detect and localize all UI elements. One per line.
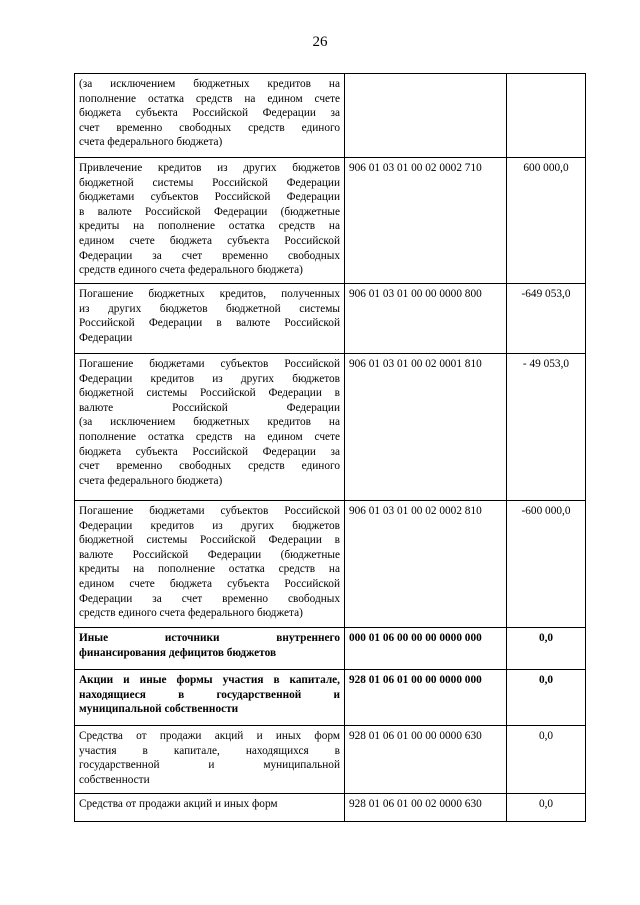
description-line: кредиты на пополнение остатка средств на	[79, 563, 340, 576]
row-code: 928 01 06 01 00 02 0000 630	[345, 794, 507, 822]
row-code: 928 01 06 01 00 00 0000 000	[345, 670, 507, 726]
description-line: муниципальной собственности	[79, 703, 239, 716]
table-row	[75, 794, 586, 822]
description-line: Российской Федерации в валюте Российской	[79, 317, 340, 330]
description-line: пополнение остатка средств на едином счете	[79, 92, 340, 105]
table-row	[75, 628, 586, 670]
description-line: кредиты на пополнение остатка средств на	[79, 220, 340, 233]
row-description	[75, 284, 345, 354]
table-row	[75, 284, 586, 354]
row-amount: 0,0	[507, 628, 586, 670]
description-line: Акции и иные формы участия в капитале,	[79, 674, 340, 686]
row-amount: 0,0	[507, 670, 586, 726]
row-description	[75, 670, 345, 726]
table-row	[75, 501, 586, 628]
row-code: 000 01 06 00 00 00 0000 000	[345, 628, 507, 670]
description-line: участия в капитале, находящихся в	[79, 744, 340, 757]
description-line: Иные источники внутреннего	[79, 632, 340, 644]
description-line: счет временно свободных средств единого	[79, 460, 340, 473]
row-amount: 0,0	[507, 794, 586, 822]
description-line: бюджетами субъектов Российской Федерации	[79, 191, 340, 204]
row-description	[75, 794, 345, 822]
row-amount: -649 053,0	[507, 284, 586, 354]
table-body	[75, 74, 586, 822]
row-description	[75, 501, 345, 628]
row-code: 906 01 03 01 00 02 0001 810	[345, 354, 507, 501]
description-line: бюджетной системы Российской Федерации в	[79, 534, 340, 547]
page-number: 26	[312, 34, 328, 50]
description-line: валюте Российской Федерации (бюджетные	[79, 548, 340, 561]
description-line: валюте Российской Федерации	[79, 401, 340, 414]
description-line: счета федерального бюджета)	[79, 474, 223, 487]
row-amount: - 49 053,0	[507, 354, 586, 501]
description-line: Федерации кредитов из других бюджетов	[79, 372, 340, 385]
table-row	[75, 726, 586, 794]
row-description	[75, 74, 345, 158]
description-line: в валюте Российской Федерации (бюджетные	[79, 205, 340, 218]
table-row	[75, 354, 586, 501]
description-line: едином счете бюджета субъекта Российской	[79, 577, 340, 590]
description-line: из других бюджетов бюджетной системы	[79, 302, 340, 315]
description-line: Средства от продажи акций и иных форм	[79, 730, 340, 742]
table-row	[75, 670, 586, 726]
description-line: счета федерального бюджета)	[79, 136, 223, 149]
description-line: бюджетной системы Российской Федерации	[79, 176, 340, 189]
description-line: Федерации за счет временно свободных	[79, 249, 340, 262]
description-line: едином счете бюджета субъекта Российской	[79, 234, 340, 247]
description-line: бюджета субъекта Российской Федерации за	[79, 107, 340, 120]
description-line: (за исключением бюджетных кредитов на	[79, 78, 340, 90]
description-line: государственной и муниципальной	[79, 759, 340, 772]
description-line: Средства от продажи акций и иных форм	[79, 798, 278, 810]
description-line: Федерации за счет временно свободных	[79, 592, 340, 605]
description-line: бюджетной системы Российской Федерации в	[79, 387, 340, 400]
description-line: пополнение остатка средств на едином счете	[79, 430, 340, 443]
row-code: 906 01 03 01 00 00 0000 800	[345, 284, 507, 354]
description-line: счет временно свободных средств единого	[79, 121, 340, 134]
row-description	[75, 726, 345, 794]
description-line: Федерации	[79, 331, 133, 344]
description-line: средств единого счета федерального бюджета)	[79, 264, 303, 277]
description-line: Погашение бюджетных кредитов, полученных	[79, 288, 340, 300]
row-code	[345, 74, 507, 158]
description-line: финансирования дефицитов бюджетов	[79, 646, 277, 659]
table-row	[75, 158, 586, 284]
description-line: Погашение бюджетами субъектов Российской	[79, 505, 340, 517]
description-line: Федерации кредитов из других бюджетов	[79, 519, 340, 532]
row-code: 928 01 06 01 00 00 0000 630	[345, 726, 507, 794]
row-code: 906 01 03 01 00 02 0002 710	[345, 158, 507, 284]
description-line: Привлечение кредитов из других бюджетов	[79, 162, 340, 174]
row-description	[75, 354, 345, 501]
row-code: 906 01 03 01 00 02 0002 810	[345, 501, 507, 628]
budget-sources-table	[74, 73, 586, 822]
row-amount: -600 000,0	[507, 501, 586, 628]
row-amount: 0,0	[507, 726, 586, 794]
row-description	[75, 158, 345, 284]
description-line: средств единого счета федерального бюджета)	[79, 607, 303, 620]
table-row	[75, 74, 586, 158]
description-line: собственности	[79, 773, 150, 786]
description-line: Погашение бюджетами субъектов Российской	[79, 358, 340, 370]
row-amount: 600 000,0	[507, 158, 586, 284]
row-amount	[507, 74, 586, 158]
description-line: бюджета субъекта Российской Федерации за	[79, 445, 340, 458]
row-description	[75, 628, 345, 670]
description-line: (за исключением бюджетных кредитов на	[79, 416, 340, 429]
description-line: находящиеся в государственной и	[79, 688, 340, 701]
